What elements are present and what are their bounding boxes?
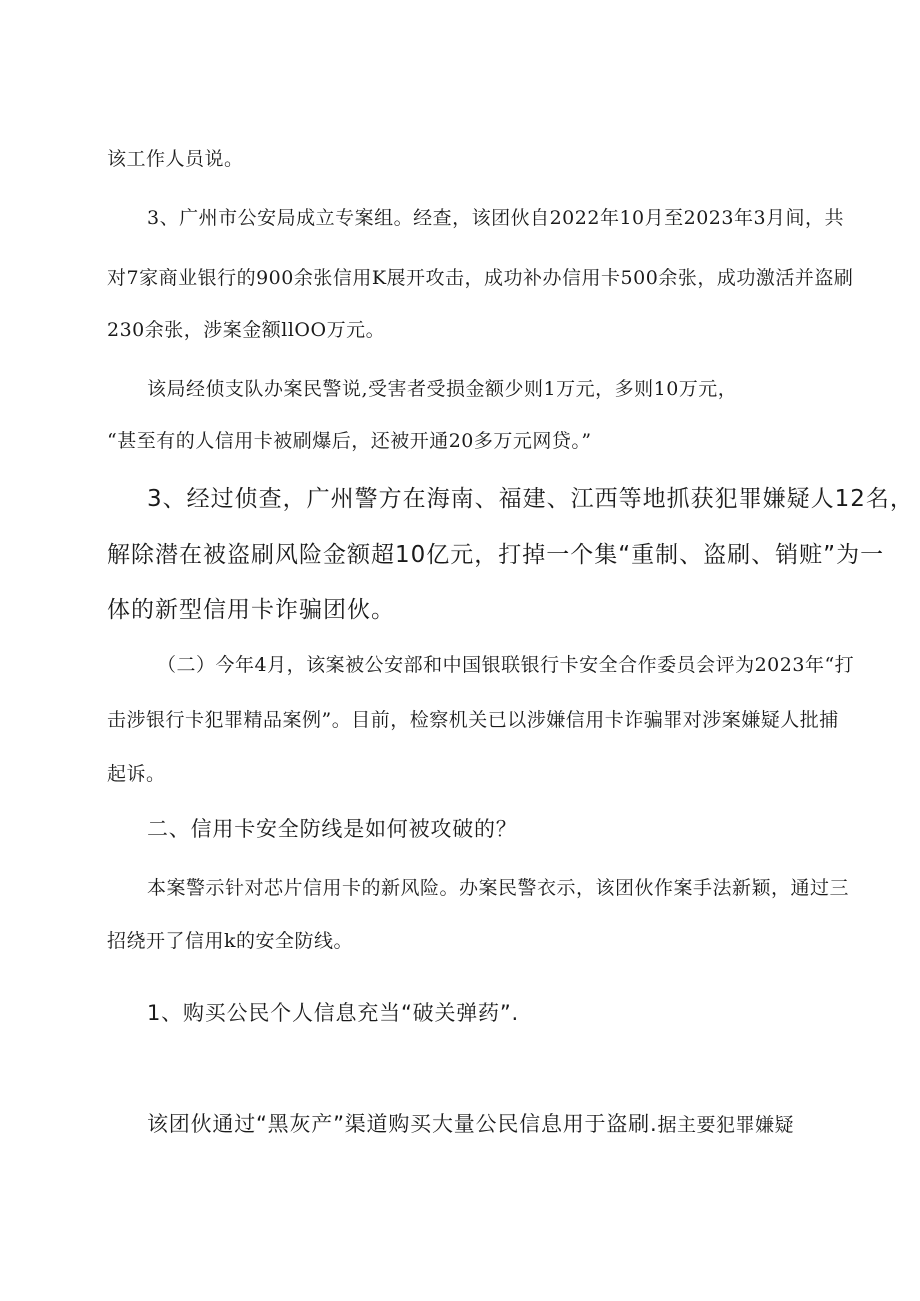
text-line-17-part-b: 据主要犯罪嫌疑 xyxy=(657,1114,794,1136)
text-line-8: 解除潜在被盗刷风险金额超10亿元，打掉一个集“重制、盗刷、销赃”为一 xyxy=(107,542,885,568)
subheading-1: 1、购买公民个人信息充当“破关弹药”. xyxy=(147,1001,519,1025)
text-line-10: （二）今年4月，该案被公安部和中国银联银行卡安全合作委员会评为2023年“打 xyxy=(157,654,855,676)
text-line-14: 本案警示针对芯片信用卡的新风险。办案民警衣示，该团伙作案手法新颖，通过三 xyxy=(147,877,850,899)
text-line-17-part-a: 该团伙通过“黑灰产”渠道购买大量公民信息用于盗刷. xyxy=(147,1112,658,1136)
text-line-7: 3、经过侦查，广州警方在海南、福建、江西等地抓获犯罪嫌疑人12名， xyxy=(147,486,914,512)
text-line-12: 起诉。 xyxy=(107,763,166,785)
text-line-2: 3、广州市公安局成立专案组。经查，该团伙自2022年10月至2023年3月间，共 xyxy=(147,207,845,229)
text-line-9: 体的新型信用卡诈骗团伙。 xyxy=(107,597,395,623)
text-line-6: “甚至有的人信用卡被刷爆后，还被开通20多万元网贷。” xyxy=(107,430,592,452)
text-line-3: 对7家商业银行的900余张信用K展开攻击，成功补办信用卡500余张，成功激活并盗刷 xyxy=(107,267,854,289)
text-line-17 xyxy=(147,1114,794,1135)
text-line-4: 230余张，涉案金额llOO万元。 xyxy=(107,319,386,341)
text-line-5: 该局经侦支队办案民警说,受害者受损金额少则1万元，多则10万元， xyxy=(147,378,738,400)
text-line-15: 招绕开了信用k的安全防线。 xyxy=(107,930,354,952)
text-line-1: 该工作人员说。 xyxy=(107,148,244,170)
text-line-11: 击涉银行卡犯罪精品案例”。目前，检察机关已以涉嫌信用卡诈骗罪对涉案嫌疑人批捕 xyxy=(107,709,839,731)
section-heading: 二、信用卡安全防线是如何被攻破的？ xyxy=(147,817,518,841)
